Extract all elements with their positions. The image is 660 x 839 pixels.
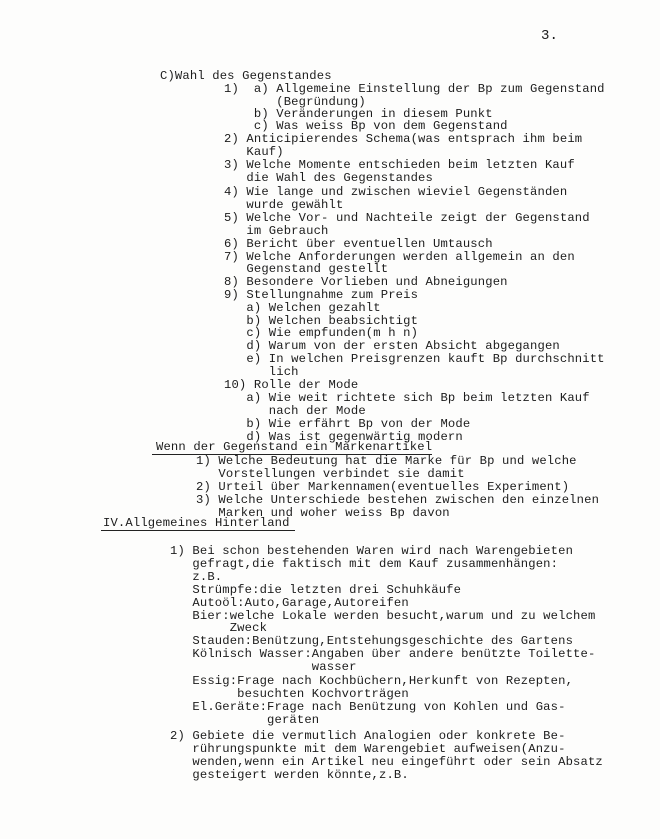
list-line: 1) Welche Bedeutung hat die Marke für Bp und welche	[196, 454, 577, 468]
list-line: wenden,wenn ein Artikel neu eingeführt oder sein Absatz	[170, 755, 603, 769]
list-line: besuchten Kochvorträgen	[170, 687, 409, 701]
list-line: 10) Rolle der Mode	[224, 378, 359, 392]
list-line: im Gebrauch	[224, 224, 329, 238]
list-line: Marken und woher weiss Bp davon	[196, 506, 450, 520]
list-line: z.B.	[170, 570, 223, 584]
list-line: e) In welchen Preisgrenzen kauft Bp durchschnitt	[224, 352, 605, 366]
list-line: Kauf)	[224, 145, 284, 159]
list-line: a) Wie weit richtete sich Bp beim letzten Kauf	[224, 391, 590, 405]
list-line: 2) Gebiete die vermutlich Analogien oder konkrete Be-	[170, 729, 566, 743]
section-c-heading: C)Wahl des Gegenstandes	[160, 69, 332, 83]
list-line: Zweck	[170, 621, 268, 635]
list-line: b) Wie erfährt Bp von der Mode	[224, 417, 471, 431]
list-line: 5) Welche Vor- und Nachteile zeigt der Gegenstand	[224, 211, 590, 225]
list-line: c) Wie empfunden(m h n)	[224, 326, 419, 340]
list-line: 1) Bei schon bestehenden Waren wird nach Warengebieten	[170, 544, 574, 558]
list-line: gesteigert werden könnte,z.B.	[170, 768, 409, 782]
markenartikel-heading: Wenn der Gegenstand ein Markenartikel	[156, 440, 433, 454]
list-line: Gegenstand gestellt	[224, 262, 389, 276]
list-line: geräten	[170, 713, 320, 727]
list-line: 3) Welche Momente entschieden beim letzten Kauf	[224, 158, 575, 172]
list-line: c) Was weiss Bp von dem Gegenstand	[224, 119, 508, 133]
list-line: wasser	[170, 660, 357, 674]
list-line: gefragt,die faktisch mit dem Kauf zusammenhängen:	[170, 557, 559, 571]
list-line: Strümpfe:die letzten drei Schuhkäufe	[170, 583, 462, 597]
list-line: rührungspunkte mit dem Warengebiet aufweisen(Anzu-	[170, 742, 566, 756]
list-line: El.Geräte:Frage nach Benützung von Kohlen und Gas-	[170, 700, 566, 714]
list-line: 4) Wie lange und zwischen wieviel Gegenständen	[224, 185, 568, 199]
list-line: die Wahl des Gegenstandes	[224, 171, 433, 185]
list-line: a) Welchen gezahlt	[224, 301, 381, 315]
list-line: 9) Stellungnahme zum Preis	[224, 288, 419, 302]
list-line: lich	[224, 365, 299, 379]
list-line: d) Warum von der ersten Absicht abgegangen	[224, 339, 560, 353]
list-line: 1) a) Allgemeine Einstellung der Bp zum Gegenstand	[224, 82, 605, 96]
list-line: 7) Welche Anforderungen werden allgemein an den	[224, 250, 575, 264]
list-line: (Begründung)	[224, 95, 366, 109]
list-line: 8) Besondere Vorlieben und Abneigungen	[224, 275, 508, 289]
heading-underline	[101, 530, 295, 531]
list-line: 3) Welche Unterschiede bestehen zwischen den einzelnen	[196, 493, 600, 507]
list-line: Vorstellungen verbindet sie damit	[196, 467, 465, 481]
list-line: Kölnisch Wasser:Angaben über andere benützte Toilette-	[170, 647, 596, 661]
list-line: b) Welchen beabsichtigt	[224, 314, 419, 328]
section-iv-heading: IV.Allgemeines Hinterland	[103, 516, 290, 530]
list-line: d) Was ist gegenwärtig modern	[224, 430, 463, 444]
list-line: 2) Anticipierendes Schema(was entsprach ihm beim	[224, 132, 583, 146]
list-line: Essig:Frage nach Kochbüchern,Herkunft von Rezepten,	[170, 674, 574, 688]
list-line: Stauden:Benützung,Entstehungsgeschichte des Gartens	[170, 634, 574, 648]
list-line: nach der Mode	[224, 404, 366, 418]
list-line: Autoöl:Auto,Garage,Autoreifen	[170, 596, 409, 610]
list-line: 2) Urteil über Markennamen(eventuelles Experiment)	[196, 480, 570, 494]
list-line: wurde gewählt	[224, 198, 344, 212]
list-line: b) Veränderungen in diesem Punkt	[224, 107, 493, 121]
page-number: 3.	[541, 28, 559, 44]
list-line: 6) Bericht über eventuellen Umtausch	[224, 237, 493, 251]
list-line: Bier:welche Lokale werden besucht,warum und zu welchem	[170, 609, 596, 623]
